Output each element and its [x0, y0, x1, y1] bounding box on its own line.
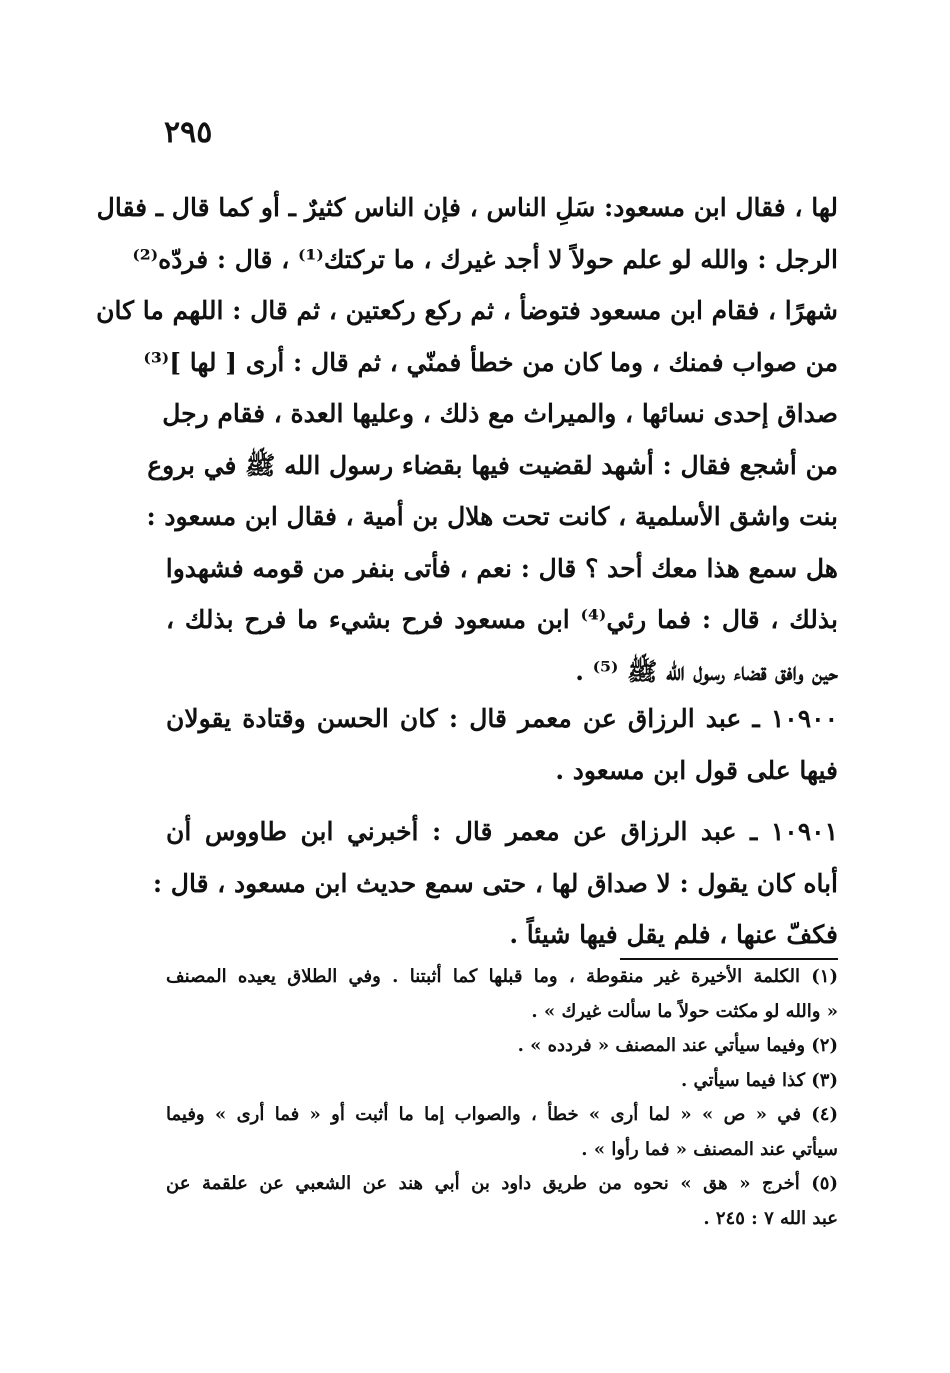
- text-line: بنت واشق الأسلمية ، كانت تحت هلال بن أمية ، فقال ابن مسعود :: [146, 502, 838, 531]
- footnote-line: (٤) في « ص » « لما أرى » خطأ ، والصواب إما ما أثبت أو « فما أرى » وفيما: [166, 1104, 838, 1125]
- paragraph-hadith-continuation: [96, 182, 838, 697]
- text-line: فكفّ عنها ، فلم يقل فيها شيئاً .: [509, 920, 838, 949]
- footnote-line: (٢) وفيما سيأتي عند المصنف « فردده » .: [517, 1035, 838, 1056]
- text-line: من أشجع فقال : أشهد لقضيت فيها بقضاء رسول الله ﷺ في بروع: [147, 450, 838, 480]
- text-line: من صواب فمنك ، وما كان من خطأ فمنّي ، ثم قال : أرى [ لها ]⁽³⁾: [143, 347, 838, 377]
- text-line: صداق إحدى نسائها ، والميراث مع ذلك ، وعليها العدة ، فقام رجل: [162, 399, 838, 428]
- text-line: شهرًا ، فقام ابن مسعود فتوضأ ، ثم ركع ركعتين ، ثم قال : اللهم ما كان: [96, 296, 838, 325]
- page-number: ٢٩٥: [164, 115, 213, 150]
- text-line: ١٠٩٠١ ـ عبد الرزاق عن معمر قال : أخبرني ابن طاووس أن: [166, 817, 838, 846]
- footnotes: [166, 960, 838, 1236]
- paragraph-hadith-10901: [152, 806, 838, 961]
- text-line: أباه كان يقول : لا صداق لها ، حتى سمع حديث ابن مسعود ، قال :: [152, 868, 838, 898]
- text-line: هل سمع هذا معك أحد ؟ قال : نعم ، فأتى بنفر من قومه فشهدوا: [165, 553, 838, 583]
- footnote-line: (٣) كذا فيما سيأتي .: [680, 1069, 838, 1091]
- text-line: لها ، فقال ابن مسعود: سَلِ الناس ، فإن الناس كثيرٌ ـ أو كما قال ـ فقال: [96, 193, 838, 222]
- text-line: الرجل : والله لو علم حولاً لا أجد غيرك ، ما تركتك⁽¹⁾ ، قال : فردّه⁽²⁾: [132, 244, 838, 274]
- footnote-line: سيأتي عند المصنف « فما رأوا » .: [581, 1138, 838, 1160]
- text-line: بذلك ، قال : فما رئي⁽⁴⁾ ابن مسعود فرح بشيء ما فرح بذلك ،: [166, 605, 838, 634]
- footnote-line: « والله لو مكثت حولاً ما سألت غيرك » .: [531, 1000, 838, 1022]
- paragraph-hadith-10900: [166, 693, 838, 796]
- text-line: ١٠٩٠٠ ـ عبد الرزاق عن معمر قال : كان الحسن وقتادة يقولان: [166, 704, 838, 733]
- footnote-line: عبد الله ٧ : ٢٤٥ .: [703, 1207, 838, 1229]
- text-line: حين وافق قضاء رسول الله ﷺ ⁽⁵⁾ .: [575, 656, 838, 686]
- footnote-line: (٥) أخرج « هق » نحوه من طريق داود بن أبي هند عن الشعبي عن علقمة عن: [166, 1173, 838, 1194]
- footnote-line: (١) الكلمة الأخيرة غير منقوطة ، وما قبلها كما أثبتنا . وفي الطلاق يعيده المصنف: [166, 966, 838, 987]
- text-line: فيها على قول ابن مسعود .: [555, 755, 838, 785]
